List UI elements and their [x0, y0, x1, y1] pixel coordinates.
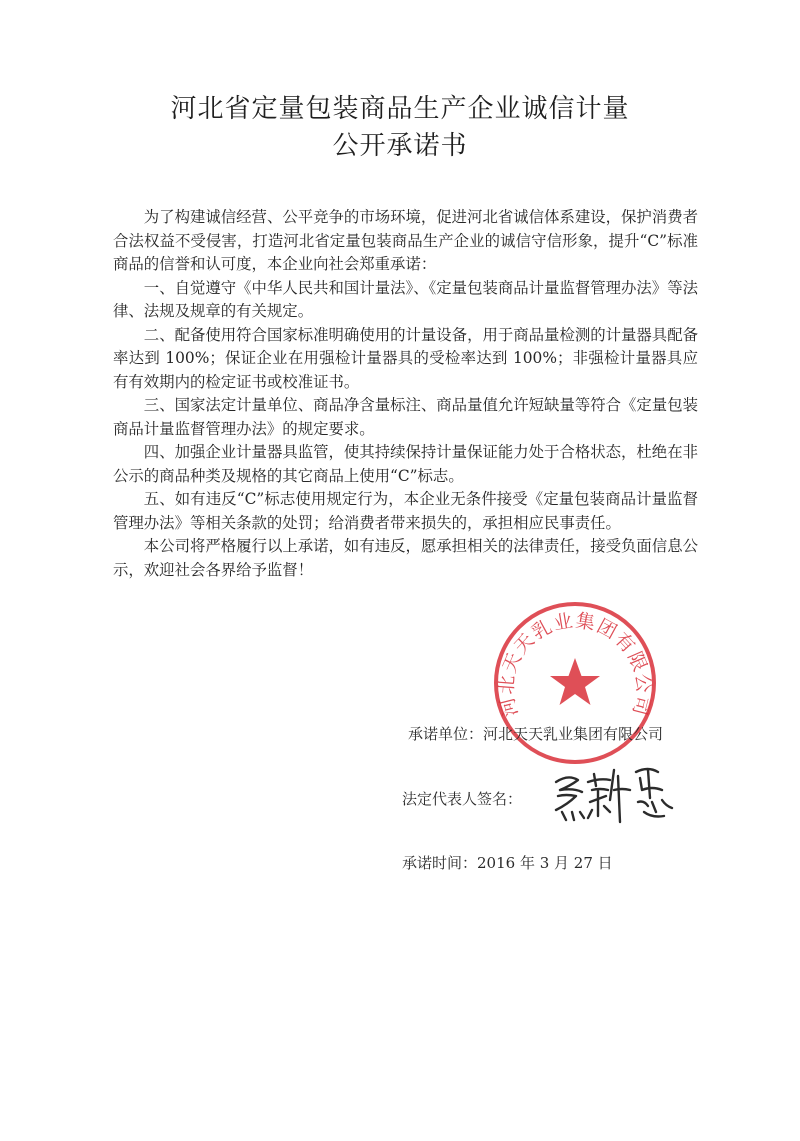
paragraph-item-5: 五、如有违反“C”标志使用规定行为，本企业无条件接受《定量包装商品计量监督管理办法》等相关条款的处罚；给消费者带来损失的，承担相应民事责任。	[113, 490, 698, 532]
paragraph-intro: 为了构建诚信经营、公平竞争的市场环境，促进河北省诚信体系建设，保护消费者合法权益不受侵害，打造河北省定量包装商品生产企业的诚信守信形象，提升“C”标准商品的信誉和认可度，本企业向社会郑重承诺：	[113, 208, 698, 273]
promise-unit-label: 承诺单位：	[408, 725, 484, 743]
paragraph-item-2: 二、配备使用符合国家标准明确使用的计量设备，用于商品量检测的计量器具配备率达到 100%；保证企业在用强检计量器具的受检率达到 100%；非强检计量器具应有有效期内的检定证书或校准证书。	[113, 325, 698, 391]
legal-rep-label: 法定代表人签名：	[402, 790, 523, 808]
promise-unit-line	[408, 723, 663, 744]
paragraph-item-4: 四、加强企业计量器具监管，使其持续保持计量保证能力处于合格状态，杜绝在非公示的商品种类及规格的其它商品上使用“C”标志。	[113, 443, 698, 485]
paragraph-closing: 本公司将严格履行以上承诺，如有违反，愿承担相关的法律责任，接受负面信息公示，欢迎社会各界给予监督！	[113, 537, 698, 579]
handwritten-signature-icon	[548, 760, 678, 830]
document-body	[113, 206, 698, 582]
svg-text:河北天天乳业集团有限公司: 河北天天乳业集团有限公司	[495, 609, 655, 720]
document-title-line2: 公开承诺书	[332, 131, 468, 161]
promise-date-line	[402, 852, 613, 873]
document-title-line1: 河北省定量包装商品生产企业诚信计量	[170, 94, 630, 124]
legal-rep-line	[402, 788, 522, 809]
promise-date-value: 2016 年 3 月 27 日	[477, 854, 613, 872]
promise-date-label: 承诺时间：	[402, 854, 478, 872]
paragraph-item-1: 一、自觉遵守《中华人民共和国计量法》、《定量包装商品计量监督管理办法》等法律、法规及规章的有关规定。	[113, 278, 698, 320]
promise-unit-value: 河北天天乳业集团有限公司	[483, 725, 664, 743]
paragraph-item-3: 三、国家法定计量单位、商品净含量标注、商品量值允许短缺量等符合《定量包装商品计量监督管理办法》的规定要求。	[113, 396, 698, 438]
